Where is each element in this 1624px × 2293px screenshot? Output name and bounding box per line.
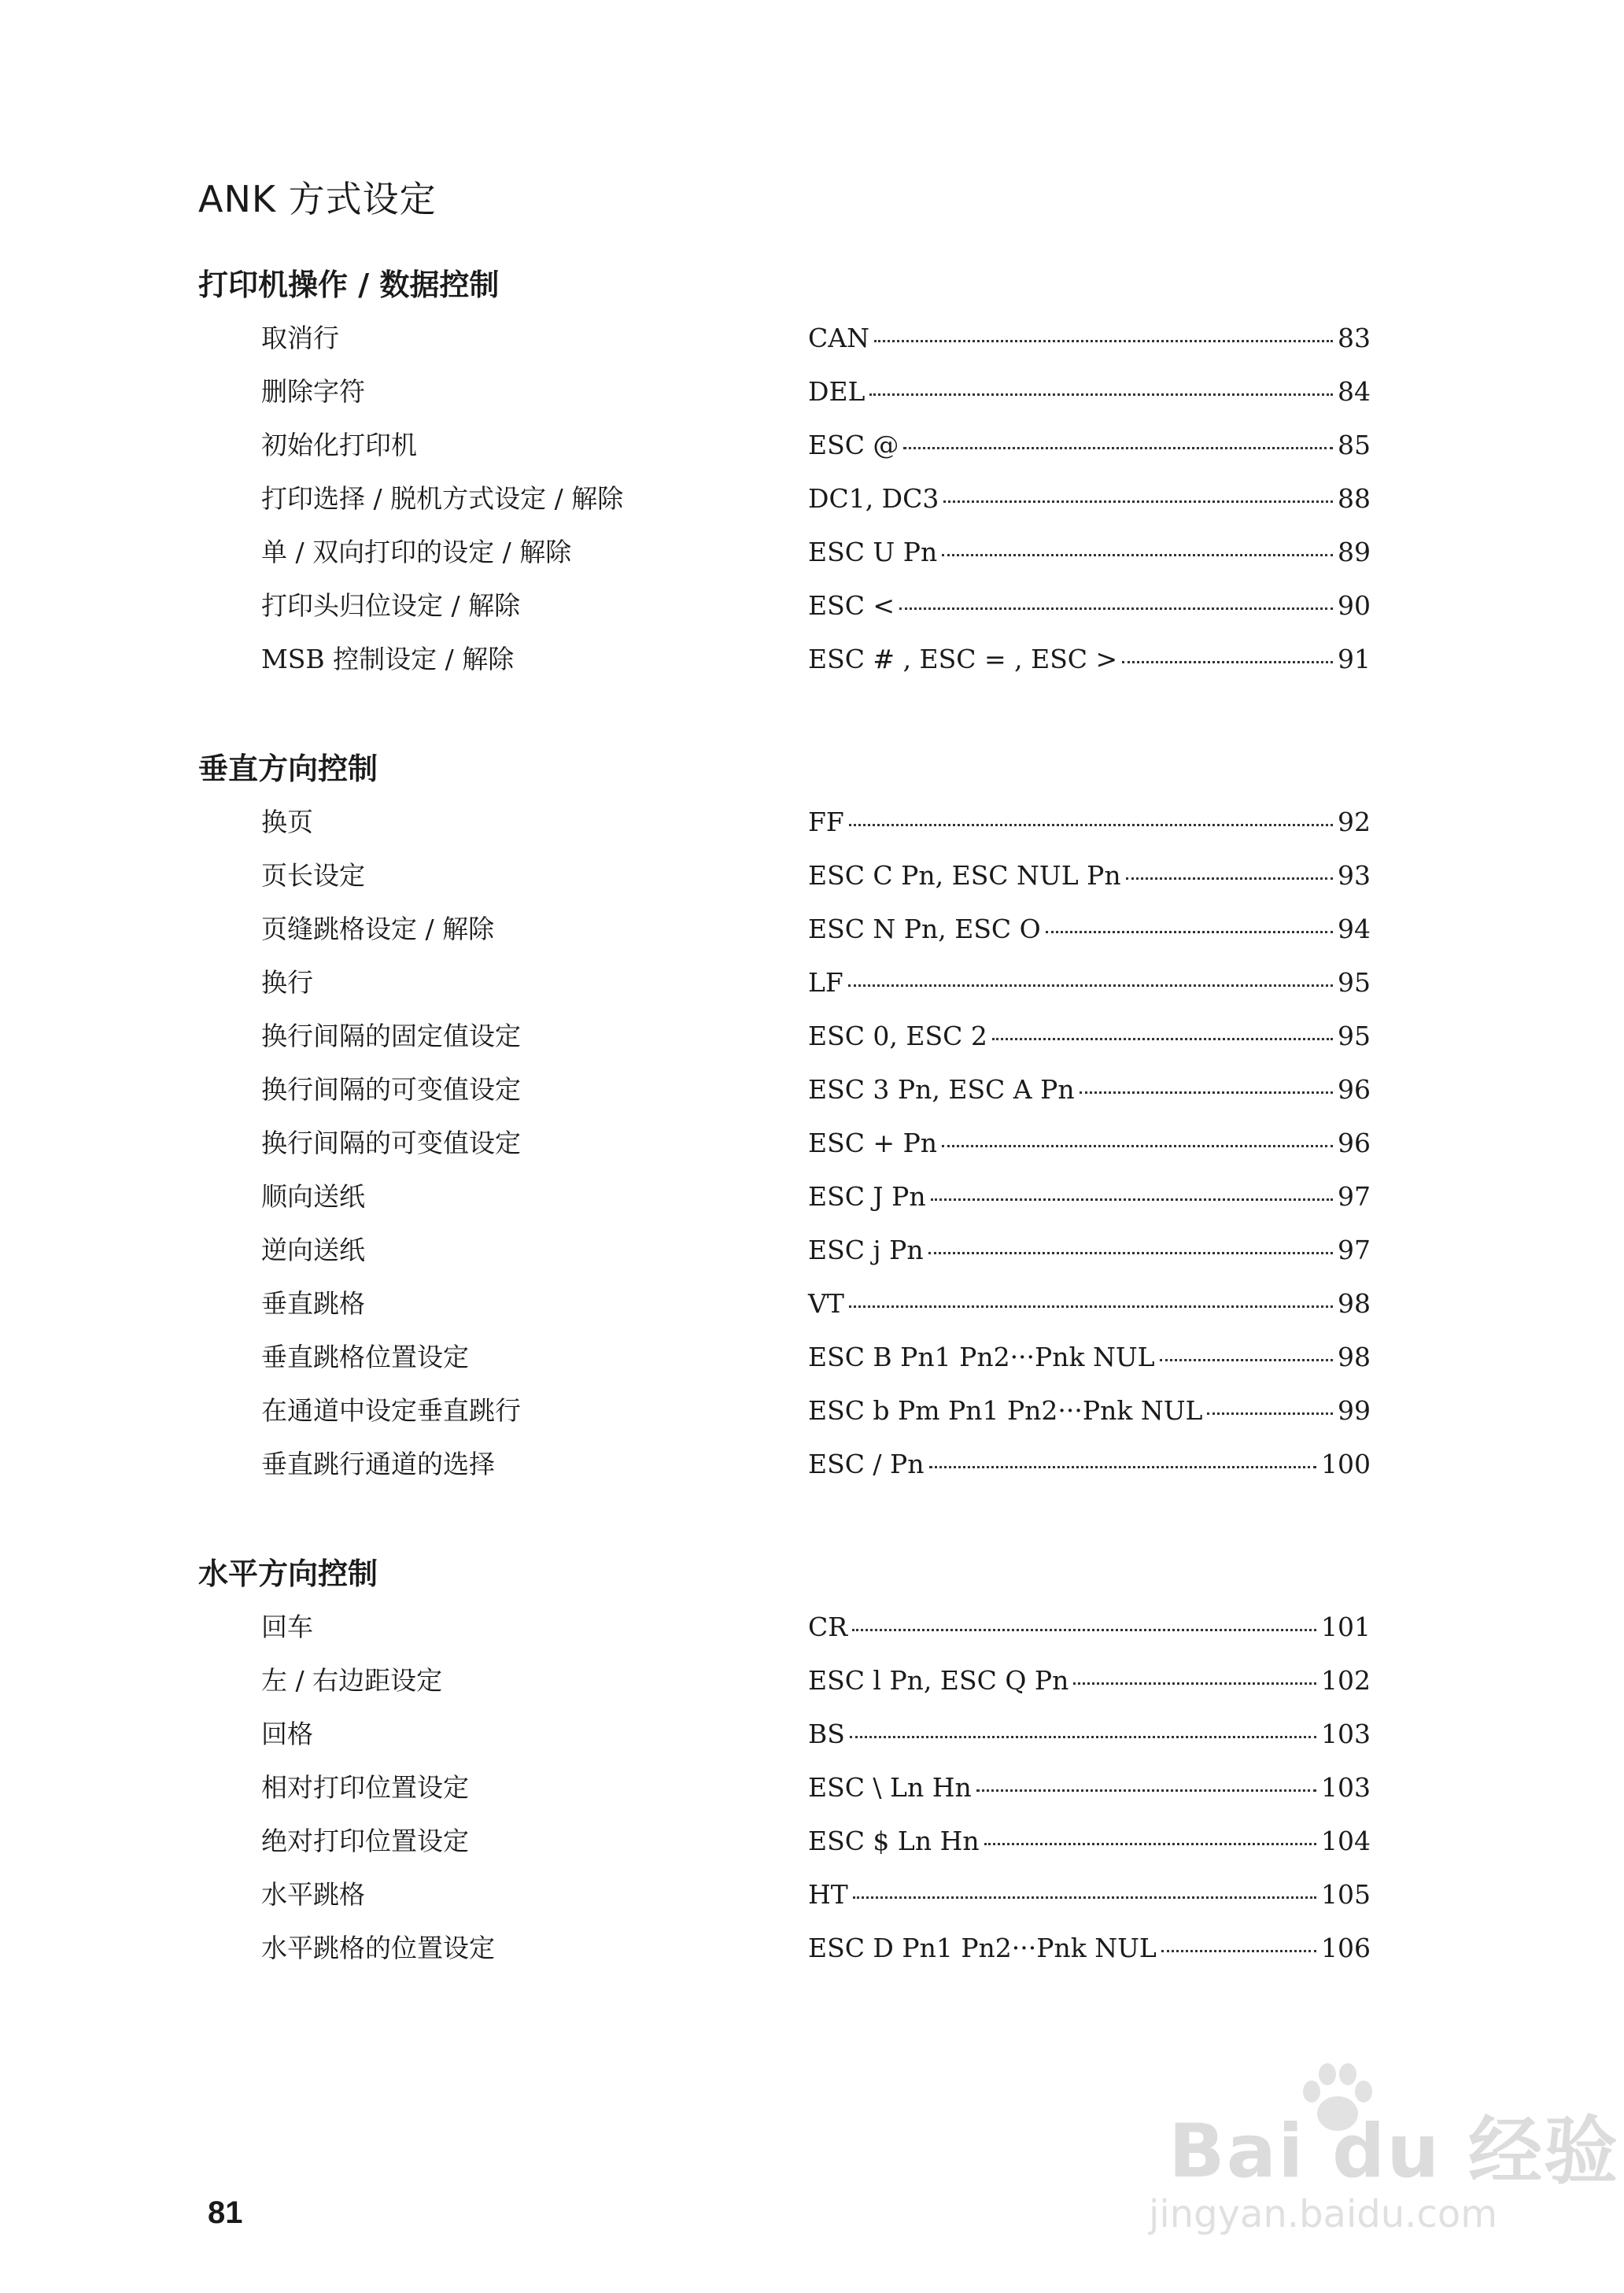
- entry-label: 删除字符: [261, 376, 365, 407]
- dot-leader: [852, 1629, 1316, 1631]
- entry-command: ESC # , ESC = , ESC >: [808, 644, 1118, 674]
- entry-page-number: 98: [1338, 1288, 1371, 1319]
- entry-label: MSB 控制设定 / 解除: [261, 644, 515, 674]
- entry-command: ESC C Pn, ESC NUL Pn: [808, 860, 1121, 891]
- toc-entry[interactable]: [261, 1662, 1434, 1700]
- dot-leader: [853, 1896, 1316, 1899]
- toc-entry[interactable]: [261, 587, 1434, 625]
- toc-entry[interactable]: [261, 1876, 1434, 1914]
- entry-page-number: 102: [1321, 1665, 1371, 1696]
- entry-label: 左 / 右边距设定: [261, 1665, 443, 1696]
- dot-leader: [903, 447, 1333, 449]
- entry-label: 页长设定: [261, 860, 365, 891]
- toc-entry[interactable]: [261, 803, 1434, 841]
- dot-leader: [928, 1252, 1333, 1254]
- entry-page-number: 85: [1338, 430, 1371, 460]
- toc-entry[interactable]: [261, 1124, 1434, 1162]
- entry-label: 单 / 双向打印的设定 / 解除: [261, 537, 572, 567]
- entry-label: 垂直跳行通道的选择: [261, 1449, 495, 1479]
- toc-entry[interactable]: [261, 1071, 1434, 1109]
- entry-page-number: 104: [1321, 1826, 1371, 1856]
- toc-entry[interactable]: [261, 964, 1434, 1002]
- entry-label: 打印选择 / 脱机方式设定 / 解除: [261, 483, 624, 514]
- entry-command: LF: [808, 967, 843, 998]
- dot-leader: [869, 393, 1333, 396]
- dot-leader: [848, 984, 1333, 987]
- entry-page-number: 95: [1338, 967, 1371, 998]
- dot-leader: [992, 1038, 1333, 1040]
- entry-label: 页缝跳格设定 / 解除: [261, 914, 495, 944]
- entry-label: 绝对打印位置设定: [261, 1826, 469, 1856]
- toc-entry[interactable]: [261, 1285, 1434, 1323]
- entry-page-number: 90: [1338, 590, 1371, 621]
- page-number: 81: [208, 2195, 243, 2230]
- entry-label: 换页: [261, 807, 313, 837]
- entry-command: BS: [808, 1719, 845, 1749]
- entry-page-number: 103: [1321, 1772, 1371, 1803]
- entry-command: ESC / Pn: [808, 1449, 925, 1479]
- dot-leader: [976, 1789, 1316, 1792]
- watermark-url: jingyan.baidu.com: [1149, 2192, 1497, 2236]
- entry-page-number: 84: [1338, 376, 1371, 407]
- entry-command: ESC b Pm Pn1 Pn2···Pnk NUL: [808, 1395, 1203, 1426]
- toc-entry[interactable]: [261, 426, 1434, 464]
- entry-command: ESC U Pn: [808, 537, 938, 567]
- section-heading: 水平方向控制: [198, 1556, 378, 1591]
- entry-page-number: 91: [1338, 644, 1371, 674]
- entry-label: 初始化打印机: [261, 430, 417, 460]
- entry-page-number: 99: [1338, 1395, 1371, 1426]
- dot-leader: [1126, 877, 1333, 880]
- entry-command: ESC N Pn, ESC O: [808, 914, 1041, 944]
- dot-leader: [929, 1466, 1316, 1468]
- entry-command: ESC J Pn: [808, 1181, 926, 1212]
- entry-command: DC1, DC3: [808, 483, 939, 514]
- dot-leader: [942, 1145, 1333, 1147]
- toc-entry[interactable]: [261, 857, 1434, 895]
- entry-command: HT: [808, 1879, 848, 1910]
- entry-command: FF: [808, 807, 844, 837]
- entry-page-number: 105: [1321, 1879, 1371, 1910]
- entry-label: 水平跳格的位置设定: [261, 1933, 495, 1963]
- entry-label: 换行: [261, 967, 313, 998]
- entry-command: CAN: [808, 323, 869, 353]
- entry-label: 逆向送纸: [261, 1235, 365, 1265]
- entry-page-number: 96: [1338, 1128, 1371, 1158]
- entry-command: ESC j Pn: [808, 1235, 924, 1265]
- watermark-logo: Bai du 经验: [1168, 2109, 1619, 2195]
- entry-command: ESC \ Ln Hn: [808, 1772, 972, 1803]
- toc-entry[interactable]: [261, 373, 1434, 411]
- entry-command: ESC $ Ln Hn: [808, 1826, 980, 1856]
- entry-page-number: 95: [1338, 1021, 1371, 1051]
- toc-entry[interactable]: [261, 1017, 1434, 1055]
- entry-label: 回格: [261, 1719, 313, 1749]
- entry-command: VT: [808, 1288, 844, 1319]
- toc-entry[interactable]: [261, 1446, 1434, 1483]
- entry-page-number: 83: [1338, 323, 1371, 353]
- entry-command: ESC D Pn1 Pn2···Pnk NUL: [808, 1933, 1157, 1963]
- entry-page-number: 100: [1321, 1449, 1371, 1479]
- dot-leader: [1160, 1359, 1333, 1361]
- dot-leader: [1161, 1950, 1316, 1952]
- entry-page-number: 92: [1338, 807, 1371, 837]
- entry-label: 在通道中设定垂直跳行: [261, 1395, 521, 1426]
- entry-command: ESC <: [808, 590, 895, 621]
- dot-leader: [899, 607, 1333, 610]
- toc-entry[interactable]: [261, 1339, 1434, 1376]
- entry-label: 回车: [261, 1612, 313, 1642]
- toc-entry[interactable]: [261, 641, 1434, 678]
- entry-label: 取消行: [261, 323, 339, 353]
- dot-leader: [943, 500, 1333, 503]
- entry-label: 垂直跳格位置设定: [261, 1342, 469, 1372]
- toc-entry[interactable]: [261, 1769, 1434, 1807]
- dot-leader: [874, 340, 1333, 342]
- page-title: ANK 方式设定: [198, 177, 437, 220]
- toc-entry[interactable]: [261, 534, 1434, 571]
- entry-page-number: 94: [1338, 914, 1371, 944]
- entry-label: 换行间隔的可变值设定: [261, 1074, 521, 1105]
- entry-command: ESC l Pn, ESC Q Pn: [808, 1665, 1069, 1696]
- entry-command: CR: [808, 1612, 848, 1642]
- toc-entry[interactable]: [261, 1231, 1434, 1269]
- entry-page-number: 93: [1338, 860, 1371, 891]
- toc-entry[interactable]: [261, 1929, 1434, 1967]
- entry-command: ESC + Pn: [808, 1128, 938, 1158]
- section-heading: 打印机操作 / 数据控制: [198, 268, 500, 302]
- toc-entry[interactable]: [261, 319, 1434, 357]
- entry-page-number: 97: [1338, 1181, 1371, 1212]
- entry-command: ESC @: [808, 430, 899, 460]
- toc-entry[interactable]: [261, 910, 1434, 948]
- dot-leader: [931, 1198, 1333, 1201]
- entry-page-number: 89: [1338, 537, 1371, 567]
- toc-entry[interactable]: [261, 1178, 1434, 1216]
- dot-leader: [1080, 1091, 1333, 1094]
- entry-label: 相对打印位置设定: [261, 1772, 469, 1803]
- entry-command: ESC 3 Pn, ESC A Pn: [808, 1074, 1075, 1105]
- entry-label: 打印头归位设定 / 解除: [261, 590, 521, 621]
- dot-leader: [1207, 1412, 1333, 1415]
- dot-leader: [1046, 931, 1333, 933]
- entry-page-number: 101: [1321, 1612, 1371, 1642]
- dot-leader: [984, 1843, 1316, 1845]
- entry-label: 水平跳格: [261, 1879, 365, 1910]
- toc-entry[interactable]: [261, 1822, 1434, 1860]
- entry-page-number: 97: [1338, 1235, 1371, 1265]
- entry-command: ESC B Pn1 Pn2···Pnk NUL: [808, 1342, 1155, 1372]
- section-heading: 垂直方向控制: [198, 751, 378, 786]
- dot-leader: [1122, 661, 1333, 663]
- entry-command: DEL: [808, 376, 866, 407]
- entry-label: 换行间隔的可变值设定: [261, 1128, 521, 1158]
- entry-page-number: 88: [1338, 483, 1371, 514]
- dot-leader: [849, 824, 1333, 826]
- entry-page-number: 103: [1321, 1719, 1371, 1749]
- entry-command: ESC 0, ESC 2: [808, 1021, 987, 1051]
- entry-label: 换行间隔的固定值设定: [261, 1021, 521, 1051]
- baidu-watermark: [1133, 2060, 1619, 2249]
- toc-entry[interactable]: [261, 1715, 1434, 1753]
- entry-page-number: 96: [1338, 1074, 1371, 1105]
- dot-leader: [849, 1305, 1333, 1308]
- entry-page-number: 106: [1321, 1933, 1371, 1963]
- entry-label: 顺向送纸: [261, 1181, 365, 1212]
- toc-entry[interactable]: [261, 1608, 1434, 1646]
- dot-leader: [850, 1736, 1316, 1738]
- toc-entry[interactable]: [261, 480, 1434, 518]
- toc-entry[interactable]: [261, 1392, 1434, 1430]
- dot-leader: [942, 554, 1333, 556]
- dot-leader: [1073, 1682, 1316, 1685]
- entry-page-number: 98: [1338, 1342, 1371, 1372]
- entry-label: 垂直跳格: [261, 1288, 365, 1319]
